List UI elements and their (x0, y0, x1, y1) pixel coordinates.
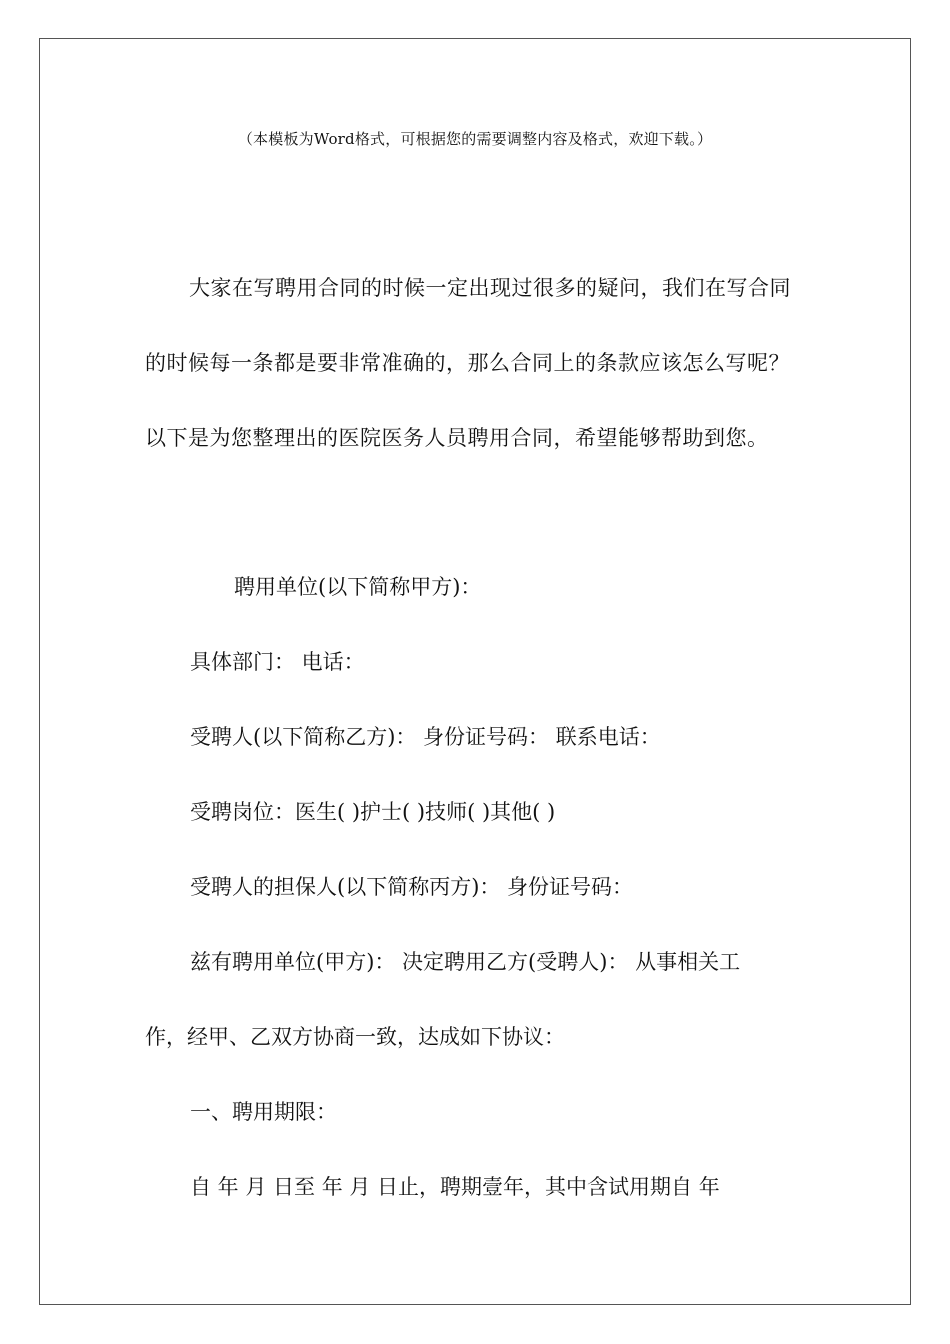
employer-line: 聘用单位(以下简称甲方)： (234, 575, 482, 599)
department-line: 具体部门： 电话： (190, 650, 365, 674)
page-border (39, 38, 911, 1305)
section1-title: 一、聘用期限： (190, 1100, 337, 1124)
position-line: 受聘岗位：医生( )护士( )技师( )其他( ) (190, 800, 556, 824)
employee-line: 受聘人(以下简称乙方)： 身份证号码： 联系电话： (190, 725, 661, 749)
section1-text: 自 年 月 日至 年 月 日止，聘期壹年，其中含试用期自 年 (190, 1175, 720, 1199)
template-note: （本模板为Word格式，可根据您的需要调整内容及格式，欢迎下载。） (237, 130, 713, 148)
agreement-line-2: 作，经甲、乙双方协商一致，达成如下协议： (145, 1025, 565, 1049)
intro-paragraph: 大家在写聘用合同的时候一定出现过很多的疑问，我们在写合同的时候每一条都是要非常准确的，那么合同上的条款应该怎么写呢？以下是为您整理出的医院医务人员聘用合同，希望能够帮助到您。 (145, 276, 791, 450)
agreement-line-1: 兹有聘用单位(甲方)： 决定聘用乙方(受聘人)： 从事相关工 (190, 950, 741, 974)
guarantor-line: 受聘人的担保人(以下简称丙方)： 身份证号码： (190, 875, 634, 899)
